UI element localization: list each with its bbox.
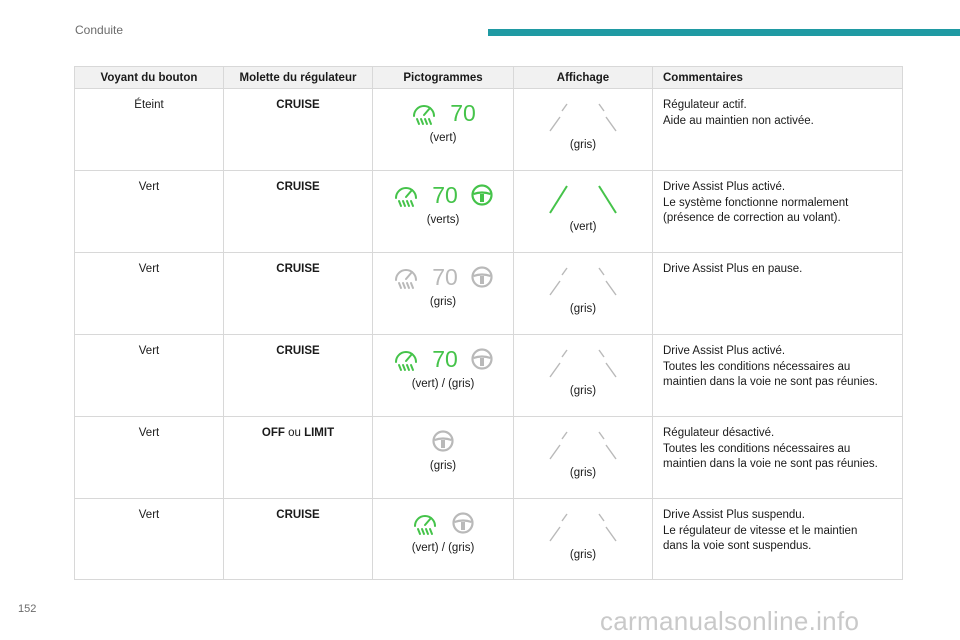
molette-text: CRUISE (276, 181, 320, 193)
lane-display (514, 513, 652, 543)
display-cell (514, 171, 653, 253)
voyant-cell: Vert (75, 253, 224, 335)
voyant-cell: Vert (75, 417, 224, 499)
voyant-cell: Vert (75, 499, 224, 580)
pictogram-cell (373, 171, 514, 253)
voyant-cell: Éteint (75, 89, 224, 171)
comment-line: Drive Assist Plus activé. (663, 345, 786, 357)
comment-cell (653, 253, 903, 335)
lane-lines-icon (548, 103, 618, 133)
display-caption: (gris) (569, 549, 597, 561)
comment-line: Le régulateur de vitesse et le maintien (663, 524, 858, 537)
pictogram-caption: (gris) (429, 296, 457, 308)
molette-text: CRUISE (276, 345, 320, 357)
display-cell (514, 89, 653, 171)
comment-line: Drive Assist Plus en pause. (663, 263, 803, 275)
molette-cell (224, 499, 373, 580)
display-caption: (gris) (569, 139, 597, 151)
steering-wheel-icon (431, 429, 455, 453)
display-caption: (vert) (569, 221, 597, 233)
speed-limiter-icon (410, 100, 438, 126)
pictogram-caption: (vert) / (gris) (411, 542, 475, 554)
comment-cell (653, 417, 903, 499)
display-caption: (gris) (569, 385, 597, 397)
table-header-row (75, 67, 903, 89)
pictogram-cell (373, 253, 514, 335)
steering-wheel-icon (451, 511, 475, 535)
table-row (75, 335, 903, 417)
lane-display (514, 431, 652, 461)
lane-lines-icon (548, 267, 618, 297)
comment-line: Toutes les conditions nécessaires au (663, 360, 851, 373)
column-header: Pictogrammes (373, 67, 514, 89)
speed-limiter-icon (392, 264, 420, 290)
column-header: Voyant du bouton (75, 67, 224, 89)
pictogram-cell (373, 89, 514, 171)
pictogram-caption: (vert) (429, 132, 457, 144)
molette-text: OFF (261, 427, 285, 439)
comment-line: Régulateur actif. (663, 99, 747, 111)
speed-limiter-icon (392, 346, 420, 372)
molette-text: LIMIT (304, 427, 335, 439)
display-caption: (gris) (569, 303, 597, 315)
pictogram-group (373, 507, 513, 539)
comment-cell (653, 171, 903, 253)
column-header: Commentaires (653, 67, 903, 89)
display-cell (514, 335, 653, 417)
voyant-cell: Vert (75, 335, 224, 417)
pictogram-cell (373, 417, 514, 499)
pictogram-group (373, 343, 513, 375)
molette-text: ou (284, 427, 305, 439)
lane-display (514, 267, 652, 297)
lane-display (514, 349, 652, 379)
table-row (75, 417, 903, 499)
comment-line: Aide au maintien non activée. (663, 114, 814, 127)
table-row (75, 253, 903, 335)
watermark: carmanualsonline.info (600, 606, 860, 636)
molette-text: CRUISE (276, 263, 320, 275)
pictogram-cell (373, 335, 514, 417)
indicator-table (74, 66, 903, 580)
comment-cell (653, 89, 903, 171)
speed-value: 70 (432, 263, 458, 290)
steering-wheel-icon (470, 183, 494, 207)
comment-line: Drive Assist Plus suspendu. (663, 509, 805, 521)
speed-value: 70 (432, 345, 458, 372)
comment-line: dans la voie sont suspendus. (663, 540, 812, 552)
display-cell (514, 417, 653, 499)
molette-cell (224, 417, 373, 499)
comment-line: maintien dans la voie ne sont pas réunies. (663, 458, 878, 470)
section-title: Conduite (75, 23, 124, 37)
comment-cell (653, 335, 903, 417)
pictogram-group (373, 97, 513, 129)
comment-cell (653, 499, 903, 580)
molette-cell (224, 171, 373, 253)
pictogram-group (373, 425, 513, 457)
steering-wheel-icon (470, 347, 494, 371)
table-row (75, 171, 903, 253)
molette-text: CRUISE (276, 99, 320, 111)
lane-display (514, 185, 652, 215)
speed-value: 70 (450, 99, 476, 126)
speed-value: 70 (432, 181, 458, 208)
lane-lines-icon (548, 349, 618, 379)
speed-limiter-icon (392, 182, 420, 208)
comment-line: (présence de correction au volant). (663, 212, 841, 224)
lane-lines-icon (548, 185, 618, 215)
pictogram-group (373, 179, 513, 211)
column-header: Molette du régulateur (224, 67, 373, 89)
display-cell (514, 499, 653, 580)
pictogram-group (373, 261, 513, 293)
steering-wheel-icon (470, 265, 494, 289)
table-row (75, 89, 903, 171)
comment-line: Le système fonctionne normalement (663, 196, 849, 209)
comment-line: Régulateur désactivé. (663, 427, 775, 439)
molette-cell (224, 335, 373, 417)
pictogram-caption: (gris) (429, 460, 457, 472)
comment-line: Drive Assist Plus activé. (663, 181, 786, 193)
column-header: Affichage (514, 67, 653, 89)
voyant-cell: Vert (75, 171, 224, 253)
comment-line: maintien dans la voie ne sont pas réunies. (663, 376, 878, 388)
lane-lines-icon (548, 513, 618, 543)
molette-cell (224, 89, 373, 171)
table-row (75, 499, 903, 580)
speed-limiter-icon (411, 510, 439, 536)
header-accent-bar (488, 29, 960, 36)
display-cell (514, 253, 653, 335)
lane-lines-icon (548, 431, 618, 461)
molette-cell (224, 253, 373, 335)
pictogram-caption: (vert) / (gris) (411, 378, 475, 390)
pictogram-caption: (verts) (426, 214, 460, 226)
molette-text: CRUISE (276, 509, 320, 521)
pictogram-cell (373, 499, 514, 580)
display-caption: (gris) (569, 467, 597, 479)
page-number: 152 (18, 603, 37, 615)
comment-line: Toutes les conditions nécessaires au (663, 442, 851, 455)
lane-display (514, 103, 652, 133)
